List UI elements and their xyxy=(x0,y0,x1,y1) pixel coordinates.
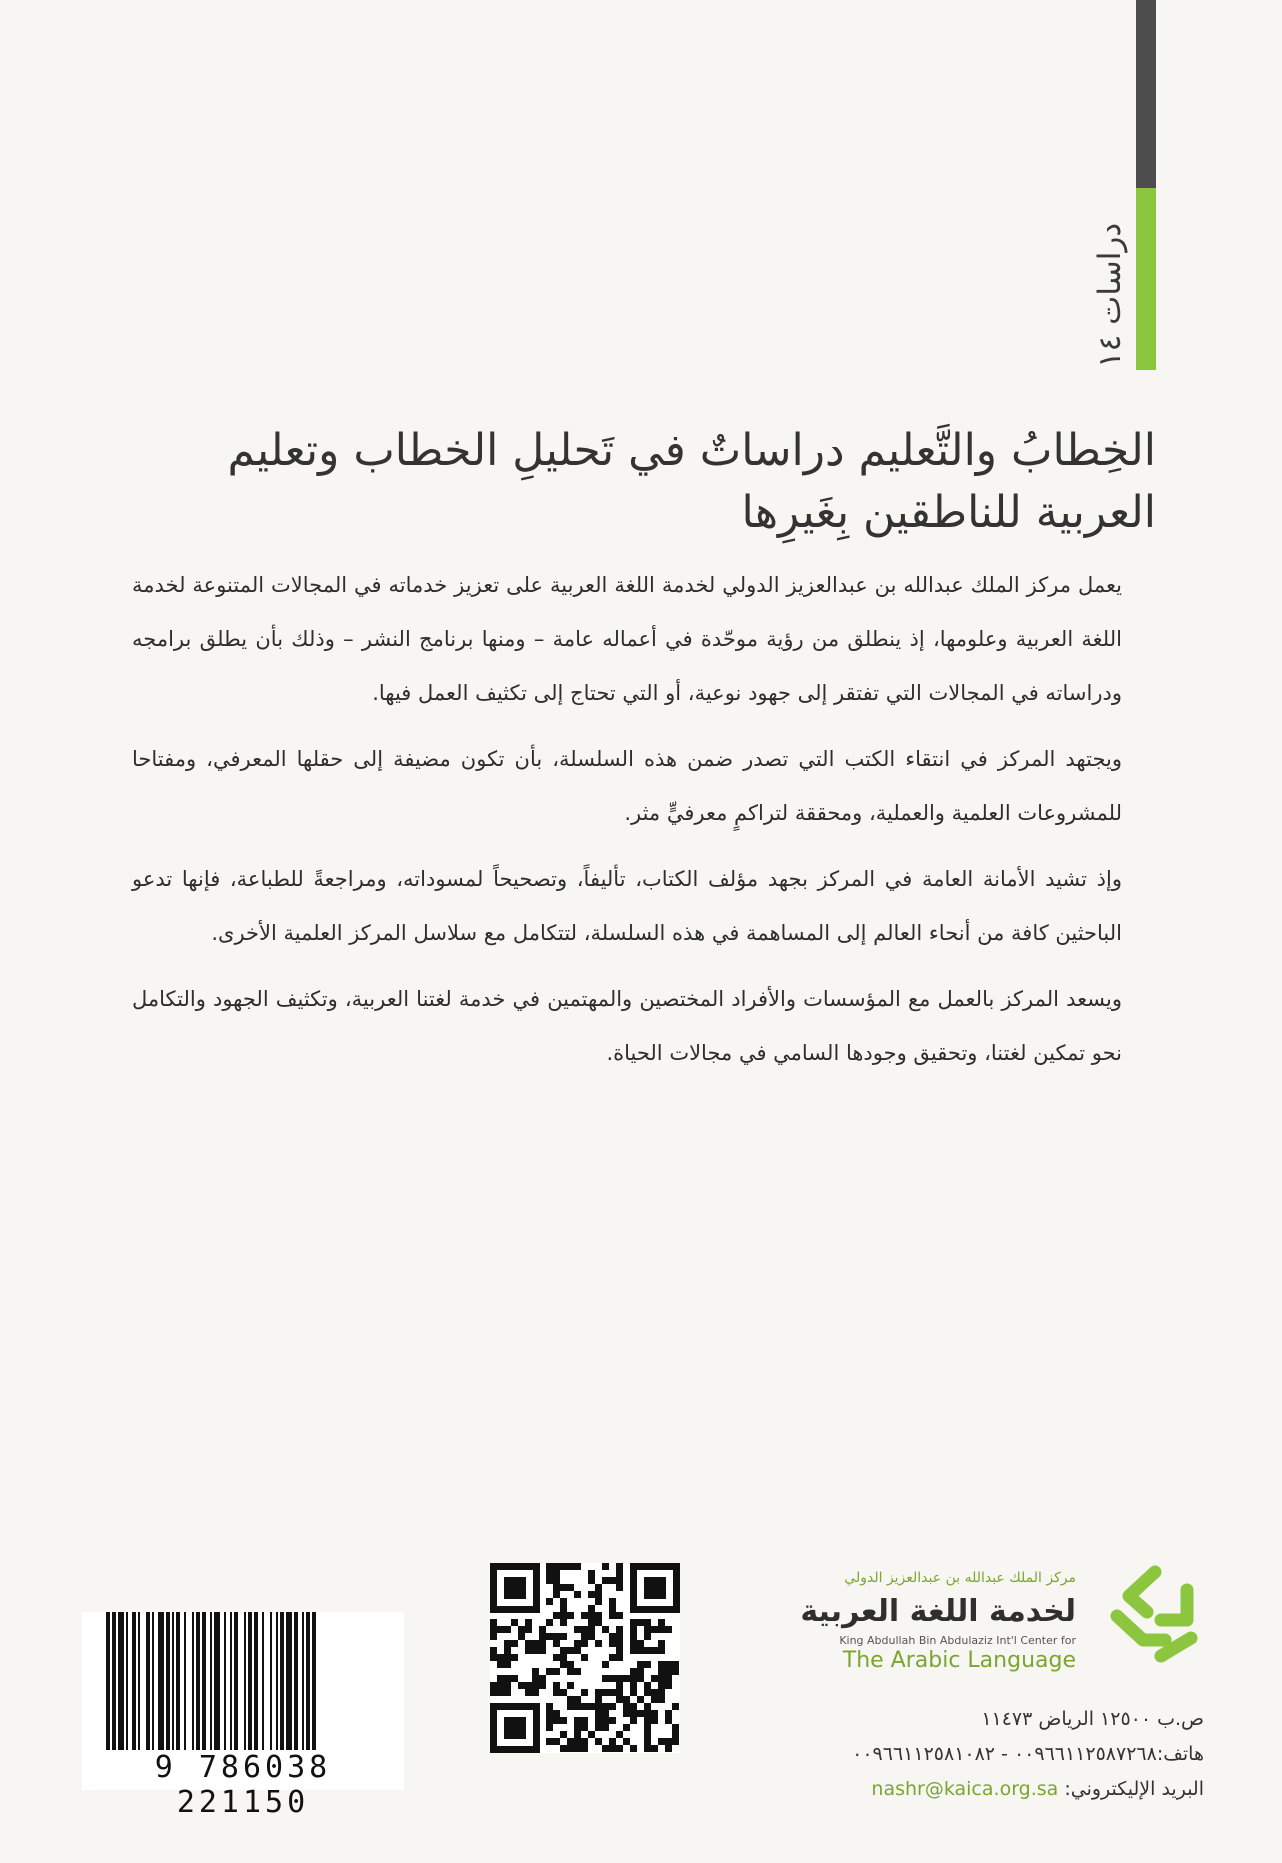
paragraph: يعمل مركز الملك عبدالله بن عبدالعزيز الدولي لخدمة اللغة العربية على تعزيز خدماته في المجالات المتنوعة لخدمة اللغة العربية وعلومها، إذ ينطلق من رؤية موحّدة في أعماله عامة – ومنها برنامج النشر – وذلك بأن يطلق برامجه ودراساته في المجالات التي تفتقر إلى جهود نوعية، أو التي تحتاج إلى تكثيف العمل فيها. xyxy=(132,573,1122,705)
publisher-name-english-small: King Abdullah Bin Abdulaziz Int'l Center for xyxy=(839,1634,1076,1647)
paragraph: ويسعد المركز بالعمل مع المؤسسات والأفراد المختصين والمهتمين في خدمة لغتنا العربية، وتكثيف الجهود والتكامل نحو تمكين لغتنا، وتحقيق وجودها السامي في مجالات الحياة. xyxy=(132,987,1122,1065)
publisher-name-english: The Arabic Language xyxy=(842,1648,1076,1673)
paragraph: ويجتهد المركز في انتقاء الكتب التي تصدر ضمن هذه السلسلة، بأن تكون مضيفة إلى حقلها المعرفي، ومفتاحا للمشروعات العلمية والعملية، ومحققة لتراكمٍ معرفيٍّ مثر. xyxy=(132,747,1122,825)
po-box: ص.ب ١٢٥٠٠ الرياض ١١٤٧٣ xyxy=(981,1708,1204,1730)
publisher-name-arabic: لخدمة اللغة العربية xyxy=(800,1594,1076,1629)
kaica-logo-icon xyxy=(1095,1560,1210,1675)
isbn-number: 9 786038 221150 xyxy=(154,1750,332,1820)
email-link[interactable]: nashr@kaica.org.sa xyxy=(871,1778,1059,1800)
isbn-barcode xyxy=(82,1612,404,1820)
barcode-bars xyxy=(104,1612,396,1750)
book-title: الخِطابُ والتَّعليم دراساتٌ في تَحليلِ الخطاب وتعليم العربية للناطقين بِغَيرِها xyxy=(227,425,1156,538)
email-label: البريد الإليكتروني: xyxy=(1064,1778,1204,1800)
paragraph: وإذ تشيد الأمانة العامة في المركز بجهد مؤلف الكتاب، تأليفاً، وتصحيحاً لمسوداته، ومراجعةً للطباعة، فإنها تدعو الباحثين كافة من أنحاء العالم إلى المساهمة في هذه السلسلة، لتتكامل مع سلاسل المركز العلمية الأخرى. xyxy=(132,867,1122,945)
qr-code[interactable] xyxy=(490,1563,680,1753)
back-cover-text xyxy=(132,558,1122,1092)
publisher-name-top: مركز الملك عبدالله بن عبدالعزيز الدولي xyxy=(844,1570,1076,1586)
spine-bar-dark xyxy=(1136,0,1156,188)
phone: هاتف:٠٠٩٦٦١١٢٥٨٧٢٦٨ - ٠٠٩٦٦١١٢٥٨١٠٨٢ xyxy=(852,1743,1204,1765)
series-label: دراسات ١٤ xyxy=(1092,222,1128,368)
spine-bar-green xyxy=(1136,188,1156,370)
email-line xyxy=(871,1778,1204,1800)
